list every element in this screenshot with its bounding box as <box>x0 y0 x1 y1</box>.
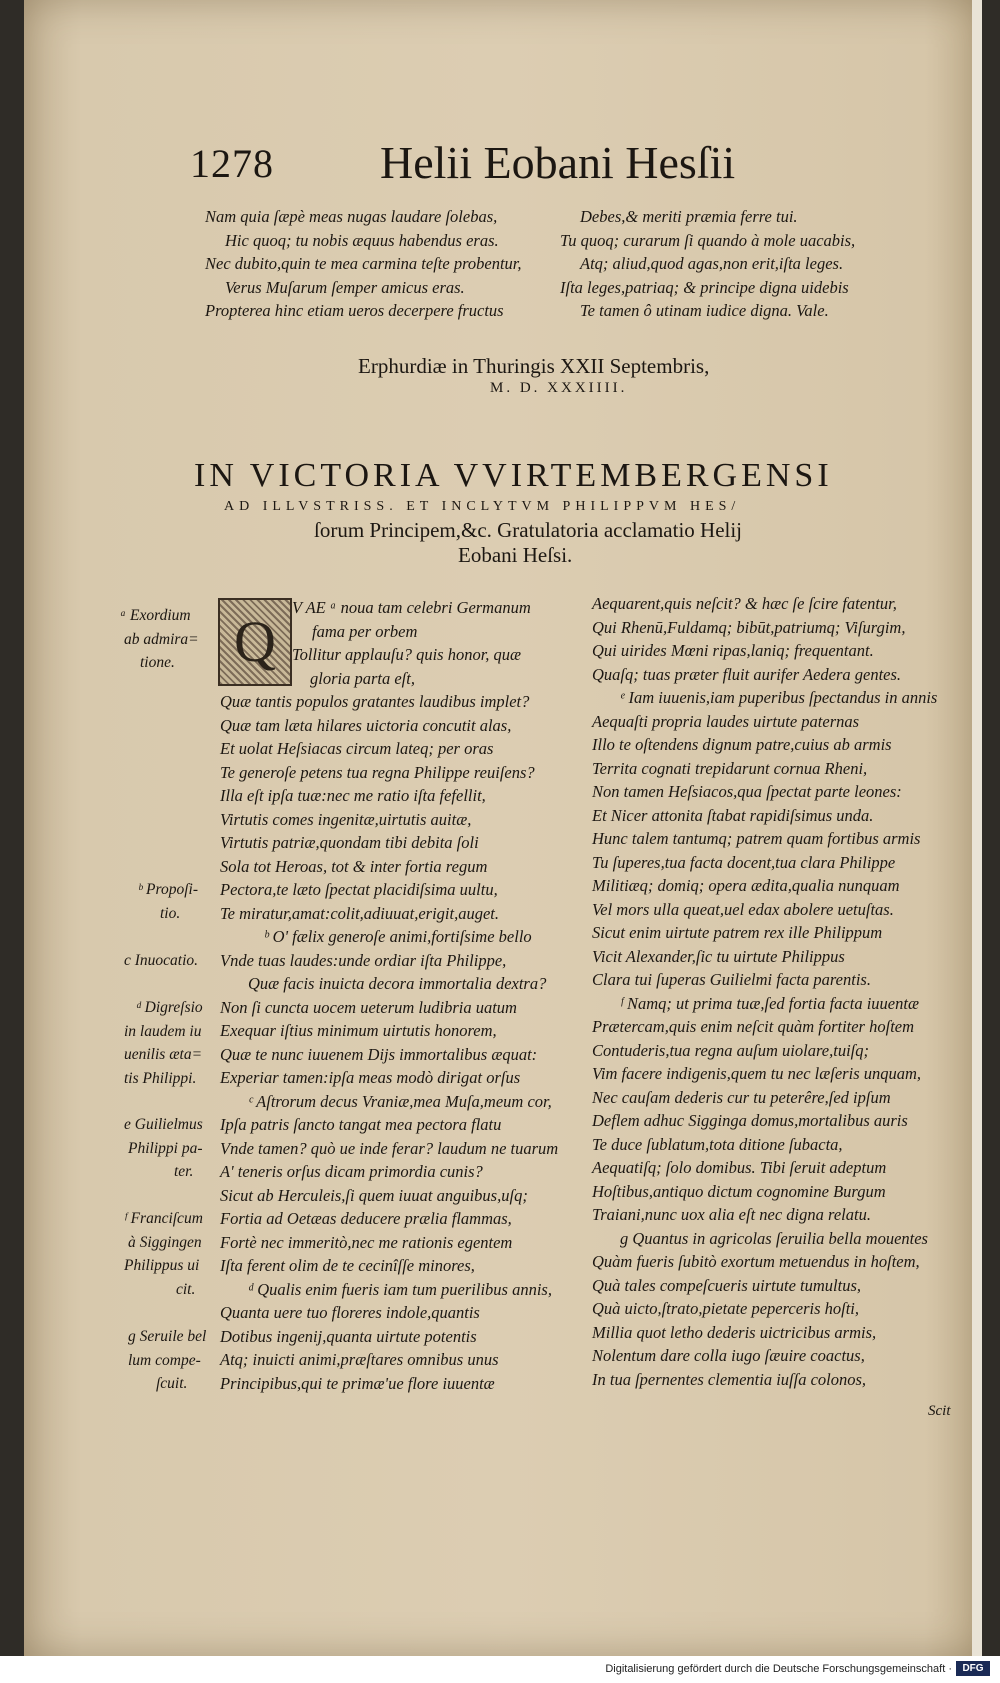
verse-line: Quæ facis inuicta decora immortalia dextra? <box>248 974 547 993</box>
verse-line: g Quantus in agricolas ſeruilia bella mouentes <box>620 1228 928 1248</box>
verse-line: Nec dubito,quin te mea carmina teſte probentur, <box>205 254 522 273</box>
margin-note-a <box>120 604 199 675</box>
verse-line: Te tamen ô utinam iudice digna. Vale. <box>580 301 829 320</box>
verse-line: Hoſtibus,antiquo dictum cognomine Burgum <box>592 1181 886 1201</box>
verse-line: Prætercam,quis enim neſcit quàm fortiter hoſtem <box>592 1017 915 1036</box>
margin-note-line: in laudem iu <box>124 1022 202 1040</box>
verse-line: Non tamen Heſsiacos,qua ſpectat parte leones: <box>592 782 902 801</box>
margin-note-b <box>138 878 198 925</box>
verse-line: Vicit Alexander,ſic tu uirtute Philippus <box>592 946 845 966</box>
poem-subtitle-line-2: ſorum Principem,&c. Gratulatoria acclamatio Helij <box>314 518 743 542</box>
margin-note-line: ab admira= <box>124 630 199 648</box>
verse-line: Quæ tam læta hilares uictoria concutit alas, <box>220 715 512 735</box>
verse-line: Tu quoq; curarum ſi quando à mole uacabis, <box>560 230 856 250</box>
verse-line: Tu ſuperes,tua facta docent,tua clara Philippe <box>592 852 896 872</box>
catchword: Scit <box>928 1403 951 1419</box>
verse-line: Quæ tantis populos gratantes laudibus implet? <box>220 692 530 711</box>
dateline-year: M. D. XXXIIII. <box>490 380 628 396</box>
verse-line: Te generoſe petens tua regna Philippe reuiſens? <box>220 762 535 782</box>
verse-line: Iſta ferent olim de te cecinîſſe minores, <box>220 1256 475 1275</box>
poem-left-column <box>220 596 570 1395</box>
verse-line: Aequaſti propria laudes uirtute paternas <box>592 711 860 731</box>
verse-line: Qui Rhenū,Fuldamq; bibūt,patriumq; Viſurgim, <box>592 617 906 637</box>
verse-line: Verus Muſarum ſemper amicus eras. <box>225 277 465 297</box>
margin-note-line: ter. <box>174 1163 194 1180</box>
verse-line: fama per orbem <box>312 621 418 641</box>
margin-note-line: tione. <box>140 654 175 671</box>
margin-note-d <box>124 996 203 1090</box>
verse-line: Sola tot Heroas, tot & inter fortia regum <box>220 856 488 876</box>
verse-line: ᶜ Aſtrorum decus Vraniæ,mea Muſa,meum cor, <box>248 1091 552 1111</box>
verse-line: Millia quot letho dederis uictricibus armis, <box>592 1322 877 1342</box>
running-title: Helii Eobani Hesſii <box>380 137 736 188</box>
verse-line: V AE ᵃ noua tam celebri Germanum <box>292 598 531 617</box>
verse-line: Quà uicto,ſtrato,pietate peperceris hoſti, <box>592 1299 860 1318</box>
verse-line: A' teneris orſus dicam primordia cunis? <box>220 1162 483 1181</box>
verse-line: Qui uirides Mœni ripas,laniq; frequentant. <box>592 641 874 660</box>
verse-line: Iſta leges,patriaq; & principe digna uidebis <box>560 277 849 297</box>
verse-line: Tollitur applauſu? quis honor, quæ <box>292 645 522 664</box>
poem-title: IN VICTORIA VVIRTEMBERGENSI <box>194 457 833 494</box>
verse-line: Vel mors ulla queat,uel edax abolere uetuſtas. <box>592 899 894 919</box>
top-poem-left-column <box>205 205 555 323</box>
margin-note-line: tio. <box>160 904 181 922</box>
verse-line: Aequarent,quis neſcit? & hæc ſe ſcire fatentur, <box>592 594 897 613</box>
verse-line: Virtutis comes ingenitæ,uirtutis auitæ, <box>220 809 472 829</box>
verse-line: Et Nicer attonita ſtabat rapidiſsimus unda. <box>592 805 874 825</box>
verse-line: ᵇ O' fælix generoſe animi,fortiſsime bello <box>264 927 532 946</box>
verse-line: Nam quia ſæpè meas nugas laudare ſolebas, <box>205 207 498 226</box>
verse-line: In tua ſpernentes clementia iuſſa colonos, <box>592 1369 867 1389</box>
margin-note-g <box>128 1325 206 1396</box>
poem-right-column <box>592 592 952 1391</box>
verse-line: Quæ te nunc iuuenem Dijs immortalibus æquat: <box>220 1044 538 1064</box>
verse-line: Pectora,te læto ſpectat placidiſsima uultu, <box>220 880 498 899</box>
verse-line: Vim facere indigenis,quem tu nec læſeris unquam, <box>592 1064 922 1083</box>
margin-note-line: ᵃ Exordium <box>120 607 191 624</box>
verse-line: Te duce ſublatum,tota ditione ſubacta, <box>592 1134 843 1154</box>
verse-line: Virtutis patriæ,quondam tibi debita ſoli <box>220 833 479 852</box>
margin-note-line: cit. <box>176 1280 196 1298</box>
verse-line: Debes,& meriti præmia ferre tui. <box>580 207 798 226</box>
verse-line: Illa eſt ipſa tuæ:nec me ratio iſta fefellit, <box>220 786 486 805</box>
verse-line: gloria parta eſt, <box>310 668 415 688</box>
margin-note-line: lum compe- <box>128 1351 201 1369</box>
footer-credit: Digitalisierung gefördert durch die Deutsche Forschungsgemeinschaft · <box>605 1663 952 1675</box>
initial-letter: Q <box>234 609 276 674</box>
margin-note-line: ſcuit. <box>156 1375 188 1392</box>
verse-line: Dotibus ingenij,quanta uirtute potentis <box>220 1326 477 1346</box>
margin-note-line: à Siggingen <box>128 1233 202 1251</box>
verse-line: Traiani,nunc uox alia eſt nec digna relatu. <box>592 1205 871 1224</box>
margin-note-line: Philippus ui <box>124 1257 200 1274</box>
page-edge-strip <box>972 0 982 1656</box>
verse-line: Vnde tamen? quò ue inde ferar? laudum ne tuarum <box>220 1138 559 1158</box>
verse-line: Contuderis,tua regna auſum uiolare,tuiſq; <box>592 1040 869 1060</box>
verse-line: Ipſa patris ſancto tangat mea pectora flatu <box>220 1115 502 1134</box>
verse-line: Fortè nec immeritò,nec me rationis egentem <box>220 1232 513 1252</box>
verse-line: Hic quoq; tu nobis æquus habendus eras. <box>225 230 499 250</box>
page-number: 1278 <box>190 141 274 186</box>
dateline: Erphurdiæ in Thuringis XXII Septembris, <box>358 354 710 378</box>
verse-line: Illo te oſtendens dignum patre,cuius ab armis <box>592 735 892 754</box>
verse-line: Non ſi cuncta uocem ueterum ludibria uatum <box>220 997 517 1017</box>
poem-subtitle-line-3: Eobani Heſsi. <box>458 543 573 567</box>
verse-line: Quaſq; tuas præter fluit aurifer Aedera gentes. <box>592 664 902 684</box>
verse-line: Exequar iſtius minimum uirtutis honorem, <box>220 1021 497 1040</box>
verse-line: Hunc talem tantumq; patrem quam fortibus armis <box>592 829 921 848</box>
verse-line: Te miratur,amat:colit,adiuuat,erigit,auget. <box>220 903 499 923</box>
top-poem-right-column <box>560 205 940 323</box>
margin-note-f <box>124 1207 203 1301</box>
verse-line: ᶠ Namq; ut prima tuæ,ſed fortia facta iuuentæ <box>620 993 919 1013</box>
margin-note-c <box>124 949 198 973</box>
verse-line: Principibus,qui te primæ'ue flore iuuentæ <box>220 1373 495 1393</box>
verse-line: Quanta uere tuo floreres indole,quantis <box>220 1303 480 1322</box>
margin-note-e <box>124 1113 203 1184</box>
margin-note-line: ᵇ Propoſi- <box>138 881 198 898</box>
verse-line: Quà tales compeſcueris uirtute tumultus, <box>592 1275 862 1295</box>
verse-line: Propterea hinc etiam ueros decerpere fructus <box>205 301 504 320</box>
poem-subtitle-line-1: AD ILLVSTRISS. ET INCLYTVM PHILIPPVM HES/ <box>224 499 741 514</box>
margin-note-line: tis Philippi. <box>124 1069 197 1087</box>
verse-line: Sicut enim uirtute patrem rex ille Philippum <box>592 923 883 942</box>
verse-line: Quàm fueris ſubitò exortum metuendus in hoſtem, <box>592 1252 920 1271</box>
verse-line: Atq; inuicti animi,præſtares omnibus unus <box>220 1350 499 1369</box>
verse-line: Clara tui ſuperas Guilielmi facta parentis. <box>592 970 871 989</box>
margin-note-line: Philippi pa- <box>128 1139 203 1157</box>
verse-line: Militiæq; domiq; opera ædita,qualia nunquam <box>592 876 900 895</box>
verse-line: Fortia ad Oetæas deducere prælia flammas, <box>220 1209 512 1228</box>
verse-line: Defleт adhuc Siggingа domus,mortalibus auris <box>592 1111 908 1130</box>
margin-note-line: uenilis ætа= <box>124 1046 203 1063</box>
margin-note-line: ᶠ Franciſcum <box>124 1210 203 1227</box>
margin-note-line: g Seruile bel <box>128 1328 207 1345</box>
margin-note-line: e Guilielmus <box>124 1116 203 1133</box>
margin-note-line: c Inuocatio. <box>124 952 199 969</box>
verse-line: Aequatiſq; ſolo domibus. Tibi ſeruit adeptum <box>592 1158 887 1177</box>
margin-note-line: ᵈ Digreſsio <box>136 999 203 1016</box>
verse-line: ᵈ Qualis enim fueris iam tum puerilibus annis, <box>248 1279 552 1299</box>
verse-line: Atq; aliud,quod agas,non erit,iſta leges. <box>580 254 844 273</box>
dfg-logo: DFG <box>956 1661 990 1676</box>
verse-line: Nec cauſam dederis cur tu peterêre,ſed ipſum <box>592 1087 891 1107</box>
verse-line: Nolentum dare colla iugo ſæuire coactus, <box>592 1346 865 1365</box>
verse-line: ᵉ Iam iuuenis,iam puperibus ſpectandus in annis <box>620 688 938 707</box>
verse-line: Sicut ab Herculeis,ſi quem iuuat anguibus,uſq; <box>220 1185 528 1205</box>
verse-line: Et uolat Heſsiacas circum lateq; per oras <box>220 739 494 758</box>
verse-line: Territa cognati trepidarunt cornua Rheni, <box>592 758 868 778</box>
verse-line: Vnde tuas laudes:unde ordiar iſta Philippe, <box>220 950 507 970</box>
verse-line: Experiar tamen:ipſa meas modò dirigat orſus <box>220 1068 521 1087</box>
